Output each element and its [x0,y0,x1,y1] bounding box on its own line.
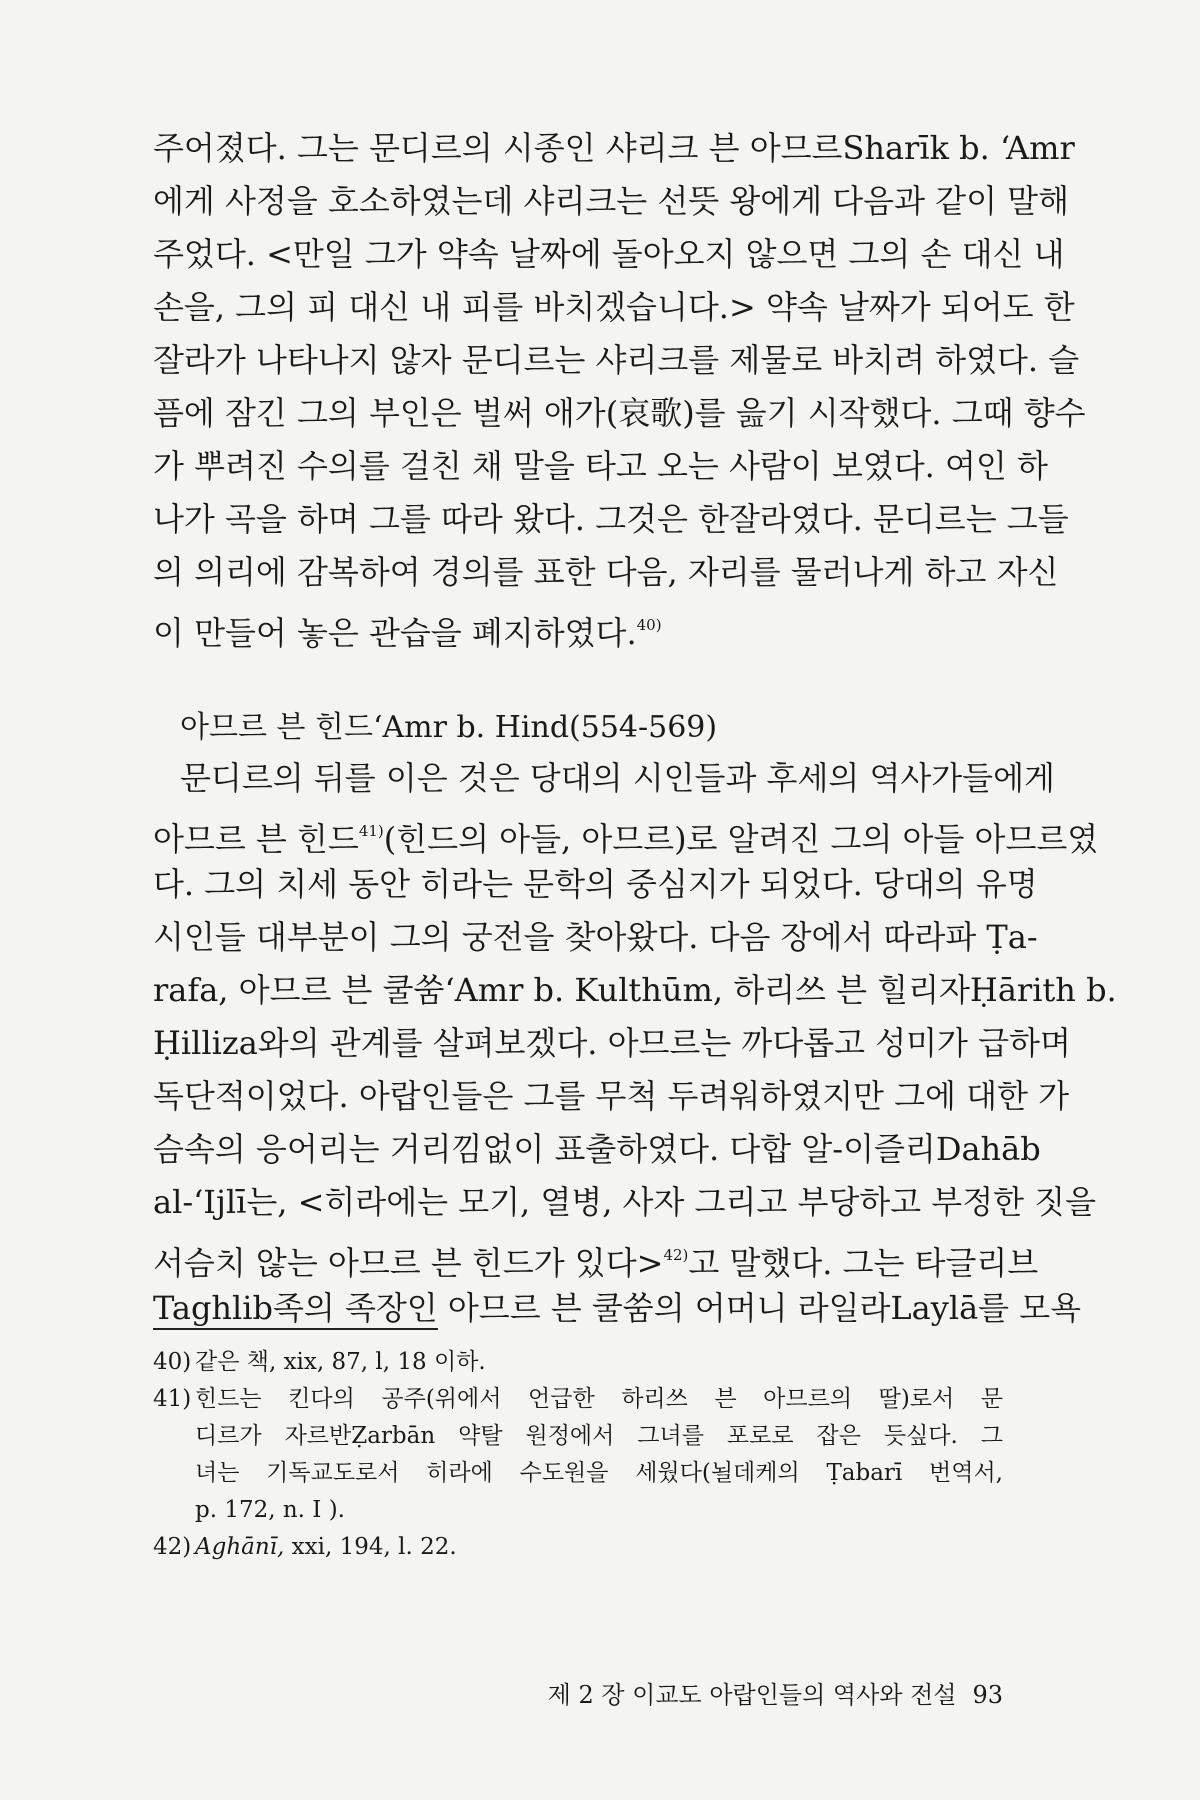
text-segment: 이 만들어 놓은 관습을 폐지하였다. [153,614,637,652]
page-number: 93 [972,1681,1003,1709]
footnote-number: 41) [153,1386,192,1412]
text-line: al-‘Ijlī는, <히라에는 모기, 열병, 사자 그리고 부당하고 부정한 짓을 [153,1183,1097,1221]
text-segment: (힌드의 아들, 아므르)로 알려진 그의 아들 아므르였 [383,820,1099,858]
section-heading: 아므르 븐 힌드‘Amr b. Hind(554-569) [180,710,718,745]
text-line: 잘라가 나타나지 않자 문디르는 샤리크를 제물로 바치려 하였다. 슬 [153,341,1080,379]
text-line: 에게 사정을 호소하였는데 샤리크는 선뜻 왕에게 다음과 같이 말해 [153,182,1070,220]
footnote-41-cont: 디르가 자르반Ẓarbān 약탈 원정에서 그녀를 포로로 잡은 듯싶다. 그 [195,1423,1003,1449]
text-segment: 서슴치 않는 아므르 븐 힌드가 있다> [153,1244,664,1282]
text-line: Ḥilliza와의 관계를 살펴보겠다. 아므르는 까다롭고 성미가 급하며 [153,1024,1071,1062]
text-line [153,1229,1039,1282]
footnote-41 [153,1381,1003,1418]
text-line: 슴속의 응어리는 거리낌없이 표출하였다. 다합 알-이즐리Dahāb [153,1130,1041,1168]
text-line: 픔에 잠긴 그의 부인은 벌써 애가(哀歌)를 읊기 시작했다. 그때 향수 [153,394,1086,432]
text-line: rafa, 아므르 븐 쿨쑴‘Amr b. Kulthūm, 하리쓰 븐 힐리자Ḥārith b. [153,971,1117,1009]
footnote-text: 힌드는 킨다의 공주(위에서 언급한 하리쓰 븐 아므르의 딸)로서 문 [195,1386,1003,1412]
footnote-text: 같은 책, xix, 87, l, 18 이하. [195,1349,486,1375]
running-footer [548,1675,1003,1715]
text-segment: 아므르 븐 힌드 [153,820,359,858]
footnotes [153,1344,1003,1566]
text-line: 가 뿌려진 수의를 걸친 채 말을 타고 오는 사람이 보였다. 여인 하 [153,447,1048,485]
text-line: 주었다. <만일 그가 약속 날짜에 돌아오지 않으면 그의 손 대신 내 [153,235,1065,273]
chapter-title: 제 2 장 이교도 아랍인들의 역사와 전설 [547,1681,957,1709]
footnote-ref-41[interactable]: 41) [358,822,384,840]
footnote-number: 42) [153,1534,192,1560]
footnote-ref-42[interactable]: 42) [663,1246,689,1264]
paragraph-1 [153,122,1086,652]
footnote-41-cont: p. 172, n. I ). [195,1497,345,1523]
footnote-text: xxi, 194, l. 22. [284,1534,457,1560]
footnote-ref-40[interactable]: 40) [636,616,662,634]
text-line: 다. 그의 치세 동안 히라는 문학의 중심지가 되었다. 당대의 유명 [153,865,1038,903]
text-line: 시인들 대부분이 그의 궁전을 찾아왔다. 다음 장에서 따라파 Ṭa- [153,918,1038,956]
text-line: 나가 곡을 하며 그를 따라 왔다. 그것은 한잘라였다. 문디르는 그들 [153,500,1069,538]
text-line: 의 의리에 감복하여 경의를 표한 다음, 자리를 물러나게 하고 자신 [153,553,1059,591]
footnote-source-title: Aghānī, [195,1534,285,1560]
footnote-41-cont: 녀는 기독교도로서 히라에 수도원을 세웠다(뇔데케의 Ṭabarī 번역서, [195,1460,1003,1486]
text-line: 독단적이었다. 아랍인들은 그를 무척 두려워하였지만 그에 대한 가 [153,1077,1070,1115]
footnote-divider [153,1328,438,1330]
footnote-42 [153,1529,1003,1566]
text-line: Taghlib족의 족장인 아므르 븐 쿨쑴의 어머니 라일라Laylā를 모욕 [153,1289,1082,1327]
footnote-number: 40) [153,1349,192,1375]
text-line: 주어졌다. 그는 문디르의 시종인 샤리크 븐 아므르Sharīk b. ‘Amr [153,129,1075,167]
text-line: 손을, 그의 피 대신 내 피를 바치겠습니다.> 약속 날짜가 되어도 한 [153,288,1075,326]
text-segment: 고 말했다. 그는 타글리브 [688,1244,1039,1282]
text-line: 문디르의 뒤를 이은 것은 당대의 시인들과 후세의 역사가들에게 [180,759,1055,797]
text-line-last [153,599,1003,652]
paragraph-2 [153,752,1117,1335]
text-line [153,805,1099,858]
footnote-40 [153,1344,1003,1381]
